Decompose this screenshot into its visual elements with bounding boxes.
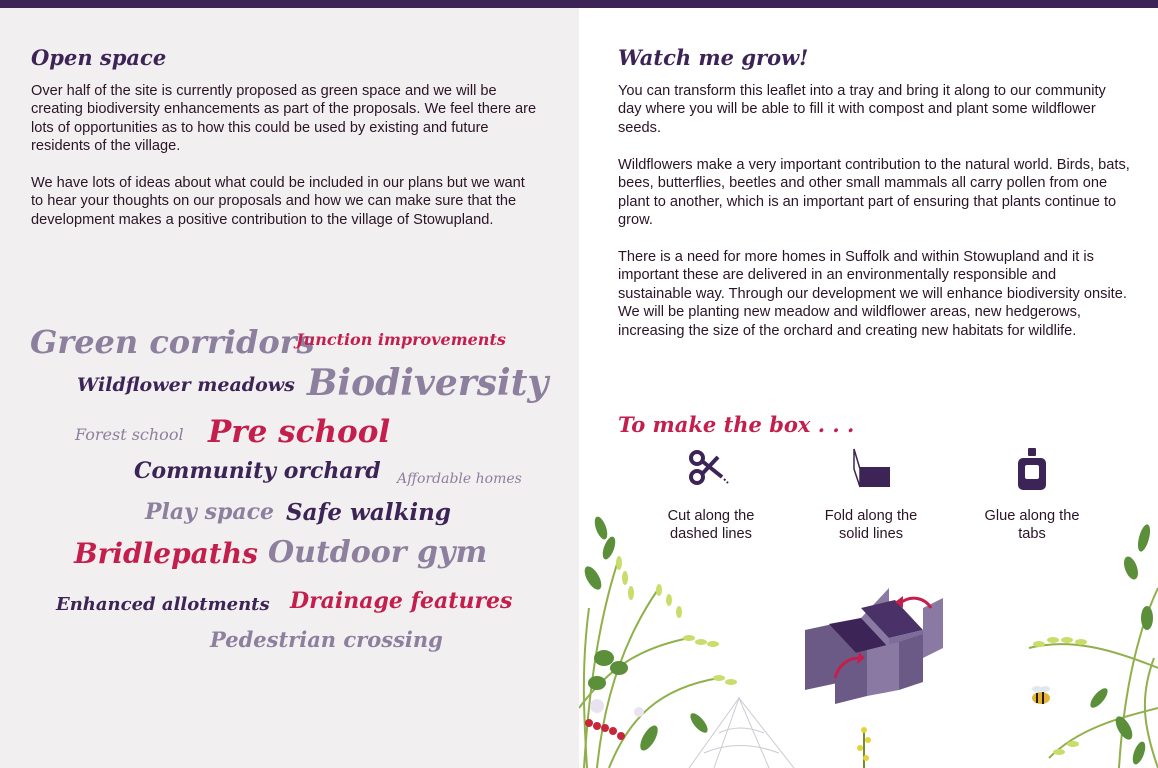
word-play-space: Play space <box>145 499 275 525</box>
word-enhanced-allotments: Enhanced allotments <box>56 594 270 615</box>
step-cut-line-2: dashed lines <box>670 526 752 542</box>
bee-icon <box>1032 686 1050 704</box>
word-pre-school: Pre school <box>208 414 391 450</box>
open-space-heading: Open space <box>31 45 167 70</box>
word-drainage-features: Drainage features <box>290 588 513 614</box>
word-outdoor-gym: Outdoor gym <box>268 535 488 570</box>
open-space-paragraph-1: Over half of the site is currently proposed as green space and we will be creating biodiversity enhancements as part of the proposals. We feel there are lots of opportunities as to how this could be used by existing and future residents of the village. <box>31 83 537 155</box>
word-biodiversity: Biodiversity <box>307 362 549 404</box>
word-bridlepaths: Bridlepaths <box>74 537 258 570</box>
open-space-paragraph-2: We have lots of ideas about what could be included in our plans but we want to hear your thoughts on our proposals and how we can make sure that the development makes a positive contribution to the village of Stowupland. <box>31 175 525 228</box>
step-fold-line-1: Fold along the <box>824 508 918 524</box>
step-cut-line-1: Cut along the <box>667 508 755 524</box>
step-fold-line-2: solid lines <box>838 526 904 542</box>
step-cut <box>636 507 786 543</box>
word-forest-school: Forest school <box>75 425 184 444</box>
word-safe-walking: Safe walking <box>286 499 451 526</box>
word-junction-improvements: Junction improvements <box>296 330 506 349</box>
step-glue-line-2: tabs <box>1018 526 1046 542</box>
watch-paragraph-1: You can transform this leaflet into a tray and bring it along to our community day where you will be able to fill it with compost and plant some wildflower seeds. <box>618 83 1106 136</box>
word-community-orchard: Community orchard <box>134 458 381 484</box>
scissors-icon <box>688 449 734 491</box>
word-wildflower-meadows: Wildflower meadows <box>77 374 295 396</box>
glue-bottle-icon <box>1016 446 1048 492</box>
word-green-corridors: Green corridors <box>30 323 315 361</box>
watch-paragraph-3: There is a need for more homes in Suffolk and within Stowupland and it is important these are delivered in an environmentally responsible and sustainable way. Through our development we will enhance biodiversity onsite. We will be planting new meadow and wildflower areas, new hedgerows, increasing the size of the orchard and creating new habitats for wildlife. <box>618 249 1127 339</box>
open-space-panel <box>0 8 579 768</box>
step-fold <box>796 507 946 543</box>
word-pedestrian-crossing: Pedestrian crossing <box>210 627 443 652</box>
step-glue-line-1: Glue along the <box>984 508 1080 524</box>
fold-icon <box>850 447 894 491</box>
word-affordable-homes: Affordable homes <box>397 471 522 487</box>
watch-me-grow-panel <box>579 8 1158 768</box>
make-box-heading: To make the box . . . <box>618 412 855 437</box>
top-border <box>0 0 1158 8</box>
watch-me-grow-heading: Watch me grow! <box>618 45 809 70</box>
step-glue <box>957 507 1107 543</box>
watch-paragraph-2: Wildflowers make a very important contribution to the natural world. Birds, bats, bees, butterflies, beetles and other small mammals all carry pollen from one plant to another, which is an important part of ensuring that plants continue to grow. <box>618 157 1130 229</box>
folded-box-illustration <box>799 578 949 708</box>
